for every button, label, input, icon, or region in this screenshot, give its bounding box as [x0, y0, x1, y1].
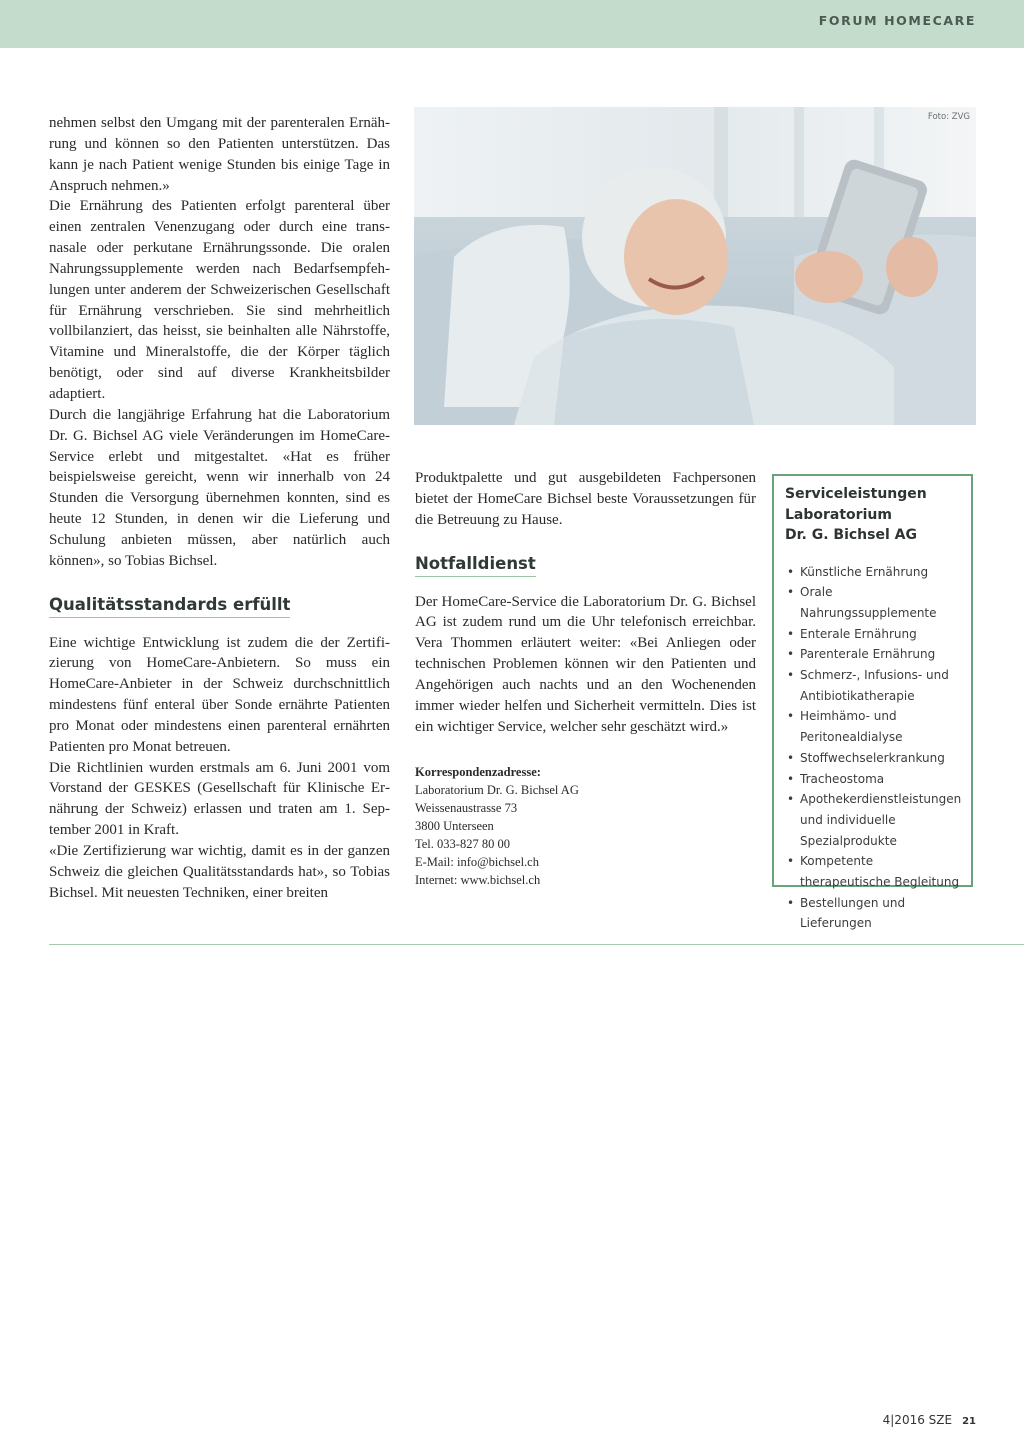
left-column — [49, 113, 390, 904]
bullet-icon: • — [787, 709, 795, 724]
article-paragraph: Produktpalette und gut ausgebildeten Fachpersonen bietet der HomeCare Bichsel beste Voraussetzungen für die Betreuung zu Hause. — [415, 470, 756, 528]
bullet-icon: • — [787, 854, 795, 869]
middle-column — [415, 468, 756, 889]
bullet-icon: • — [787, 626, 795, 641]
bullet-icon: • — [787, 750, 795, 765]
article-paragraph: «Die Zertifizierung war wichtig, damit es in der ganzen Schweiz die gleichen Qualitätsstandards hat», so Tobias Bichsel. Mit neuesten Techniken, einer breiten — [49, 843, 390, 901]
service-title-line: Laboratorium — [785, 506, 892, 523]
contact-line: Tel. 033-827 80 00 — [415, 837, 510, 852]
photo-illustration — [414, 107, 976, 425]
article-paragraph: Die Ernährung des Patienten erfolgt parenteral über einen zentralen Venenzugang oder durch eine transnasale oder perkutane Ernährungssonde. Die oralen Nahrungssupplemente werden nach Bedarfsempfehlungen unter anderem der Schweizerischen Gesellschaft für Ernährung verschrieben. Sie sind mehrheitlich vollbilanziert, das heisst, sie beinhalten alle Nährstoffe, Vitamine und Mineralstoffe, die der Körper täglich benötigt, oder sind auf diverse Krankheitsbilder adaptiert. — [49, 198, 390, 402]
contact-website: Internet: www.bichsel.ch — [415, 873, 541, 888]
article-photo — [414, 107, 976, 425]
bullet-icon: • — [787, 585, 795, 600]
service-item: • Schmerz-, Infusions- und Antibiotikatherapie — [785, 665, 961, 706]
bullet-icon: • — [787, 771, 795, 786]
article-paragraph: Der HomeCare-Service die Laboratorium Dr. G. Bichsel AG ist zudem rund um die Uhr telefonisch erreichbar. Vera Thommen erläutert weiter: «Bei Anliegen oder technischen Problemen können wir den Patienten und Angehörigen auch nachts und an den Wochenenden immer wieder helfen und Sicherheit vermitteln. Dies ist ein wichtiger Service, welcher sehr geschätzt wird.» — [415, 593, 756, 735]
service-item: • Orale Nahrungssupplemente — [785, 582, 961, 623]
bullet-icon: • — [787, 564, 795, 579]
issue-label: 4|2016 SZE — [882, 1413, 953, 1427]
service-item: • Kompetente therapeutische Begleitung — [785, 851, 961, 892]
photo-credit: Foto: ZVG — [927, 112, 970, 122]
header-bar — [0, 0, 1024, 48]
bottom-divider — [49, 944, 1024, 945]
section-title: FORUM HOMECARE — [818, 13, 976, 28]
service-item: • Tracheostoma — [785, 769, 961, 790]
article-paragraph: Die Richtlinien wurden erstmals am 6. Juni 2001 vom Vorstand der GESKES (Gesellschaft für Klinische Ernährung der Schweiz) erlassen und traten am 1. September 2001 in Kraft. — [49, 759, 390, 839]
contact-label: Korrespondenzadresse: — [415, 765, 541, 780]
bullet-icon: • — [787, 647, 795, 662]
service-item: • Apothekerdienstleistungen und individuelle Spezialprodukte — [785, 789, 961, 851]
service-list — [785, 562, 961, 935]
service-item: • Enterale Ernährung — [785, 624, 961, 645]
article-paragraph: nehmen selbst den Umgang mit der parenteralen Ernährung und können so den Patienten unterstützen. Das kann je nach Patient wenige Stunden bis einige Tage in Anspruch nehmen.» — [49, 115, 390, 194]
section-heading-emergency: Notfalldienst — [415, 554, 536, 577]
service-box — [772, 474, 973, 931]
contact-line: Weissenaustrasse 73 — [415, 801, 518, 816]
bullet-icon: • — [787, 792, 795, 807]
service-title-line: Serviceleistungen — [785, 486, 927, 502]
service-title-line: Dr. G. Bichsel AG — [785, 527, 917, 543]
service-box-title — [785, 484, 961, 546]
service-item: • Heimhämo- und Peritonealdialyse — [785, 706, 961, 747]
article-paragraph: Eine wichtige Entwicklung ist zudem die der Zertifizierung von HomeCare-Anbietern. So muss ein HomeCare-Anbieter in der Schweiz durchschnittlich mindestens fünf enteral über Sonde ernährte Patienten pro Monat oder mindestens einen parenteral ernährten Patienten pro Monat betreuen. — [49, 634, 390, 755]
service-item: • Künstliche Ernährung — [785, 562, 961, 583]
service-item: • Stoffwechselerkrankung — [785, 748, 961, 769]
service-item: • Bestellungen und Lieferungen — [785, 893, 961, 934]
article-paragraph: Durch die langjährige Erfahrung hat die Laboratorium Dr. G. Bichsel AG viele Veränderungen im HomeCare-Service erlebt und mitgestaltet. «Hat es früher beispielsweise gereicht, wenn wir innerhalb von 24 Stunden die Versorgung übernehmen konnten, sind es heute 12 Stunden, in denen wir die Lieferung und Schulung anbieten müssen, aber natürlich auch können», so Tobias Bichsel. — [49, 406, 390, 569]
page-number: 21 — [962, 1416, 976, 1427]
section-heading-quality: Qualitätsstandards erfüllt — [49, 595, 290, 618]
bullet-icon: • — [787, 668, 795, 683]
contact-email: E-Mail: info@bichsel.ch — [415, 855, 539, 870]
contact-block — [415, 763, 756, 889]
bullet-icon: • — [787, 895, 795, 910]
contact-line: 3800 Unterseen — [415, 819, 494, 834]
page-footer — [883, 1413, 976, 1427]
contact-line: Laboratorium Dr. G. Bichsel AG — [415, 783, 579, 798]
service-item: • Parenterale Ernährung — [785, 644, 961, 665]
